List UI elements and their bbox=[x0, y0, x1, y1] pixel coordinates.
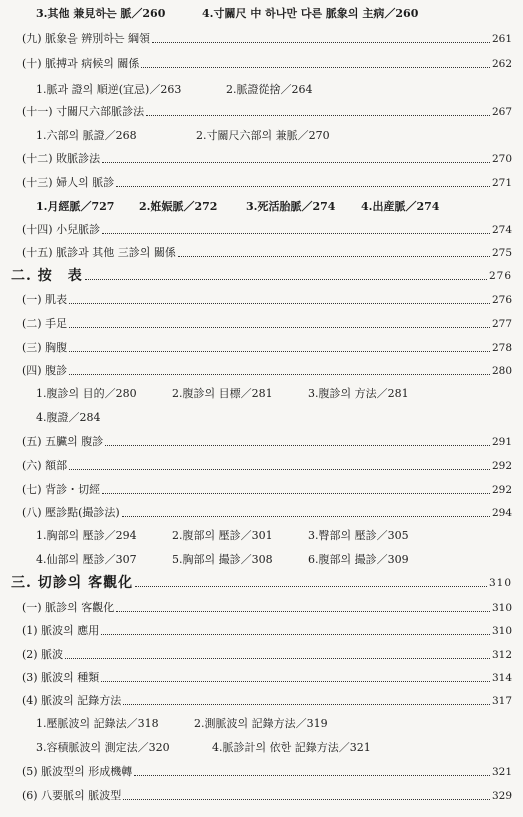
toc-page-number: 294 bbox=[491, 507, 512, 519]
toc-entry bbox=[0, 338, 523, 358]
toc-subitem: 1.胸部의 壓診／294 bbox=[36, 529, 137, 542]
toc-page-number: 267 bbox=[491, 106, 512, 118]
toc-entry-label: (十三) 婦人의 脈診 bbox=[22, 176, 115, 189]
toc-chapter-label: 三. 切診의 客觀化 bbox=[11, 575, 134, 591]
toc-page-number: 278 bbox=[491, 342, 512, 354]
toc-leader-dots bbox=[69, 302, 490, 304]
toc-leader-dots bbox=[102, 492, 490, 494]
toc-entry-label: (九) 脈象을 辨別하는 綱領 bbox=[22, 32, 150, 45]
toc-leader-dots bbox=[135, 585, 487, 587]
toc-subitem: 2.寸關尺六部의 兼脈／270 bbox=[196, 129, 330, 142]
toc-entry-label: (1) 脈波의 應用 bbox=[22, 624, 100, 637]
toc-page-number: 329 bbox=[491, 790, 512, 802]
toc-leader-dots bbox=[123, 798, 490, 800]
toc-subitems bbox=[36, 526, 523, 546]
toc-entry bbox=[0, 786, 523, 806]
toc-subitem: 3.臀部의 壓診／305 bbox=[308, 529, 409, 542]
toc-leader-dots bbox=[141, 66, 490, 68]
toc-entry-label: (十) 脈搏과 病候의 關係 bbox=[22, 57, 140, 70]
toc-subitem: 1.脈과 證의 順逆(宜忌)／263 bbox=[36, 83, 182, 96]
toc-entry-label: (3) 脈波의 種類 bbox=[22, 671, 100, 684]
toc-entry bbox=[0, 432, 523, 452]
toc-page-number: 292 bbox=[491, 460, 512, 472]
toc-subitem: 4.出産脈／274 bbox=[361, 200, 440, 213]
toc-subitem: 3.腹診의 方法／281 bbox=[308, 387, 409, 400]
toc-entry bbox=[0, 361, 523, 381]
toc-subitem: 5.胸部의 撮診／308 bbox=[172, 553, 273, 566]
toc-page-number: 310 bbox=[488, 577, 512, 589]
toc-entry bbox=[0, 290, 523, 310]
toc-entry-label: (三) 胸腹 bbox=[22, 341, 68, 354]
toc-subitems bbox=[36, 197, 523, 217]
toc-entry-label: (2) 脈波 bbox=[22, 648, 64, 661]
toc-entry bbox=[0, 598, 523, 618]
toc-leader-dots bbox=[65, 657, 490, 659]
toc-page-number: 321 bbox=[491, 766, 512, 778]
toc-entry-label: (七) 背診・切經 bbox=[22, 483, 101, 496]
toc-entry-label: (5) 脈波型의 形成機轉 bbox=[22, 765, 133, 778]
toc-entry-label: (十五) 脈診과 其他 三診의 關係 bbox=[22, 246, 176, 259]
toc-subitem: 4.脈診計의 依한 記錄方法／321 bbox=[212, 741, 371, 754]
toc-entry bbox=[0, 762, 523, 782]
toc-page-number: 280 bbox=[491, 365, 512, 377]
toc-leader-dots bbox=[69, 373, 490, 375]
toc-entry bbox=[0, 480, 523, 500]
toc-entry-label: (一) 脈診의 客觀化 bbox=[22, 601, 115, 614]
toc-leader-dots bbox=[146, 114, 490, 116]
toc-entry-label: (十四) 小兒脈診 bbox=[22, 223, 101, 236]
toc-chapter-label: 二. 按 表 bbox=[11, 268, 83, 284]
toc-page-number: 262 bbox=[491, 58, 512, 70]
toc-page-number: 275 bbox=[491, 247, 512, 259]
toc-leader-dots bbox=[69, 326, 490, 328]
toc-leader-dots bbox=[102, 161, 490, 163]
toc-entry bbox=[0, 314, 523, 334]
toc-leader-dots bbox=[123, 703, 490, 705]
toc-subitems bbox=[36, 408, 523, 428]
toc-subitem: 3.死活胎脈／274 bbox=[246, 200, 336, 213]
toc-leader-dots bbox=[101, 680, 490, 682]
toc-chapter bbox=[0, 572, 523, 594]
toc-entry-label: (四) 腹診 bbox=[22, 364, 68, 377]
toc-entry-label: (八) 壓診點(撮診法) bbox=[22, 506, 120, 519]
toc-subitem: 6.腹部의 撮診／309 bbox=[308, 553, 409, 566]
toc-entry-label: (4) 脈波의 記錄方法 bbox=[22, 694, 122, 707]
toc-subitems bbox=[36, 126, 523, 146]
toc-subitem: 1.月經脈／727 bbox=[36, 200, 115, 213]
toc-entry bbox=[0, 503, 523, 523]
toc-page-number: 274 bbox=[491, 224, 512, 236]
toc-chapter bbox=[0, 265, 523, 287]
toc-page-number: 261 bbox=[491, 33, 512, 45]
toc-entry bbox=[0, 243, 523, 263]
toc-subitem: 2.腹部의 壓診／301 bbox=[172, 529, 273, 542]
toc-subitems bbox=[36, 384, 523, 404]
toc-subitem: 4.腹證／284 bbox=[36, 411, 101, 424]
toc-leader-dots bbox=[134, 774, 490, 776]
toc-subitem: 4.仙部의 壓診／307 bbox=[36, 553, 137, 566]
toc-page-number: 310 bbox=[491, 602, 512, 614]
toc-subitem: 2.腹診의 目標／281 bbox=[172, 387, 273, 400]
toc-page-number: 277 bbox=[491, 318, 512, 330]
toc-entry-label: (十二) 敗脈診法 bbox=[22, 152, 101, 165]
toc-subitem: 1.壓脈波의 記錄法／318 bbox=[36, 717, 159, 730]
toc-entry bbox=[0, 149, 523, 169]
toc-leader-dots bbox=[85, 278, 487, 280]
toc-page-number: 271 bbox=[491, 177, 512, 189]
toc-leader-dots bbox=[116, 610, 490, 612]
toc-subitem: 1.腹診의 目的／280 bbox=[36, 387, 137, 400]
toc-subitem: 3.容積脈波의 測定法／320 bbox=[36, 741, 170, 754]
toc-leader-dots bbox=[69, 350, 490, 352]
toc-leader-dots bbox=[122, 515, 490, 517]
toc-subitems bbox=[36, 714, 523, 734]
toc-subitems bbox=[36, 550, 523, 570]
toc-entry-label: (五) 五臟의 腹診 bbox=[22, 435, 104, 448]
toc-entry bbox=[0, 54, 523, 74]
toc-entry bbox=[0, 691, 523, 711]
toc-page-number: 310 bbox=[491, 625, 512, 637]
toc-leader-dots bbox=[102, 232, 490, 234]
toc-leader-dots bbox=[105, 444, 490, 446]
toc-entry-label: (六) 額部 bbox=[22, 459, 68, 472]
toc-page-number: 292 bbox=[491, 484, 512, 496]
toc-page-number: 276 bbox=[488, 270, 512, 282]
toc-subitems bbox=[36, 738, 523, 758]
toc-subitem: 2.測脈波의 記錄方法／319 bbox=[194, 717, 328, 730]
toc-page-number: 276 bbox=[491, 294, 512, 306]
toc-entry bbox=[0, 456, 523, 476]
toc-leader-dots bbox=[116, 185, 490, 187]
toc-entry bbox=[0, 29, 523, 49]
toc-page-number: 270 bbox=[491, 153, 512, 165]
toc-entry bbox=[0, 621, 523, 641]
toc-entry bbox=[0, 645, 523, 665]
toc-entry bbox=[0, 220, 523, 240]
toc-page-number: 291 bbox=[491, 436, 512, 448]
toc-leader-dots bbox=[178, 255, 490, 257]
toc-entry-label: (6) 八要脈의 脈波型 bbox=[22, 789, 122, 802]
toc-entry-label: (一) 肌表 bbox=[22, 293, 68, 306]
toc-entry-label: (十一) 寸關尺六部脈診法 bbox=[22, 105, 145, 118]
toc-subitems bbox=[36, 4, 523, 24]
toc-page-number: 312 bbox=[491, 649, 512, 661]
toc-page-number: 317 bbox=[491, 695, 512, 707]
toc-subitem: 1.六部의 脈證／268 bbox=[36, 129, 137, 142]
toc-page-number: 314 bbox=[491, 672, 512, 684]
toc-entry bbox=[0, 668, 523, 688]
toc-subitem: 2.脈證從捨／264 bbox=[226, 83, 313, 96]
toc-subitem: 2.姙娠脈／272 bbox=[139, 200, 218, 213]
toc-entry bbox=[0, 173, 523, 193]
toc-leader-dots bbox=[152, 41, 490, 43]
toc-subitems bbox=[36, 80, 523, 100]
toc-subitem: 3.其他 兼見하는 脈／260 bbox=[36, 7, 166, 20]
toc-leader-dots bbox=[69, 468, 490, 470]
toc-entry bbox=[0, 102, 523, 122]
toc-entry-label: (二) 手足 bbox=[22, 317, 68, 330]
toc-leader-dots bbox=[101, 633, 490, 635]
toc-subitem: 4.寸關尺 中 하나만 다른 脈象의 主病／260 bbox=[202, 7, 419, 20]
